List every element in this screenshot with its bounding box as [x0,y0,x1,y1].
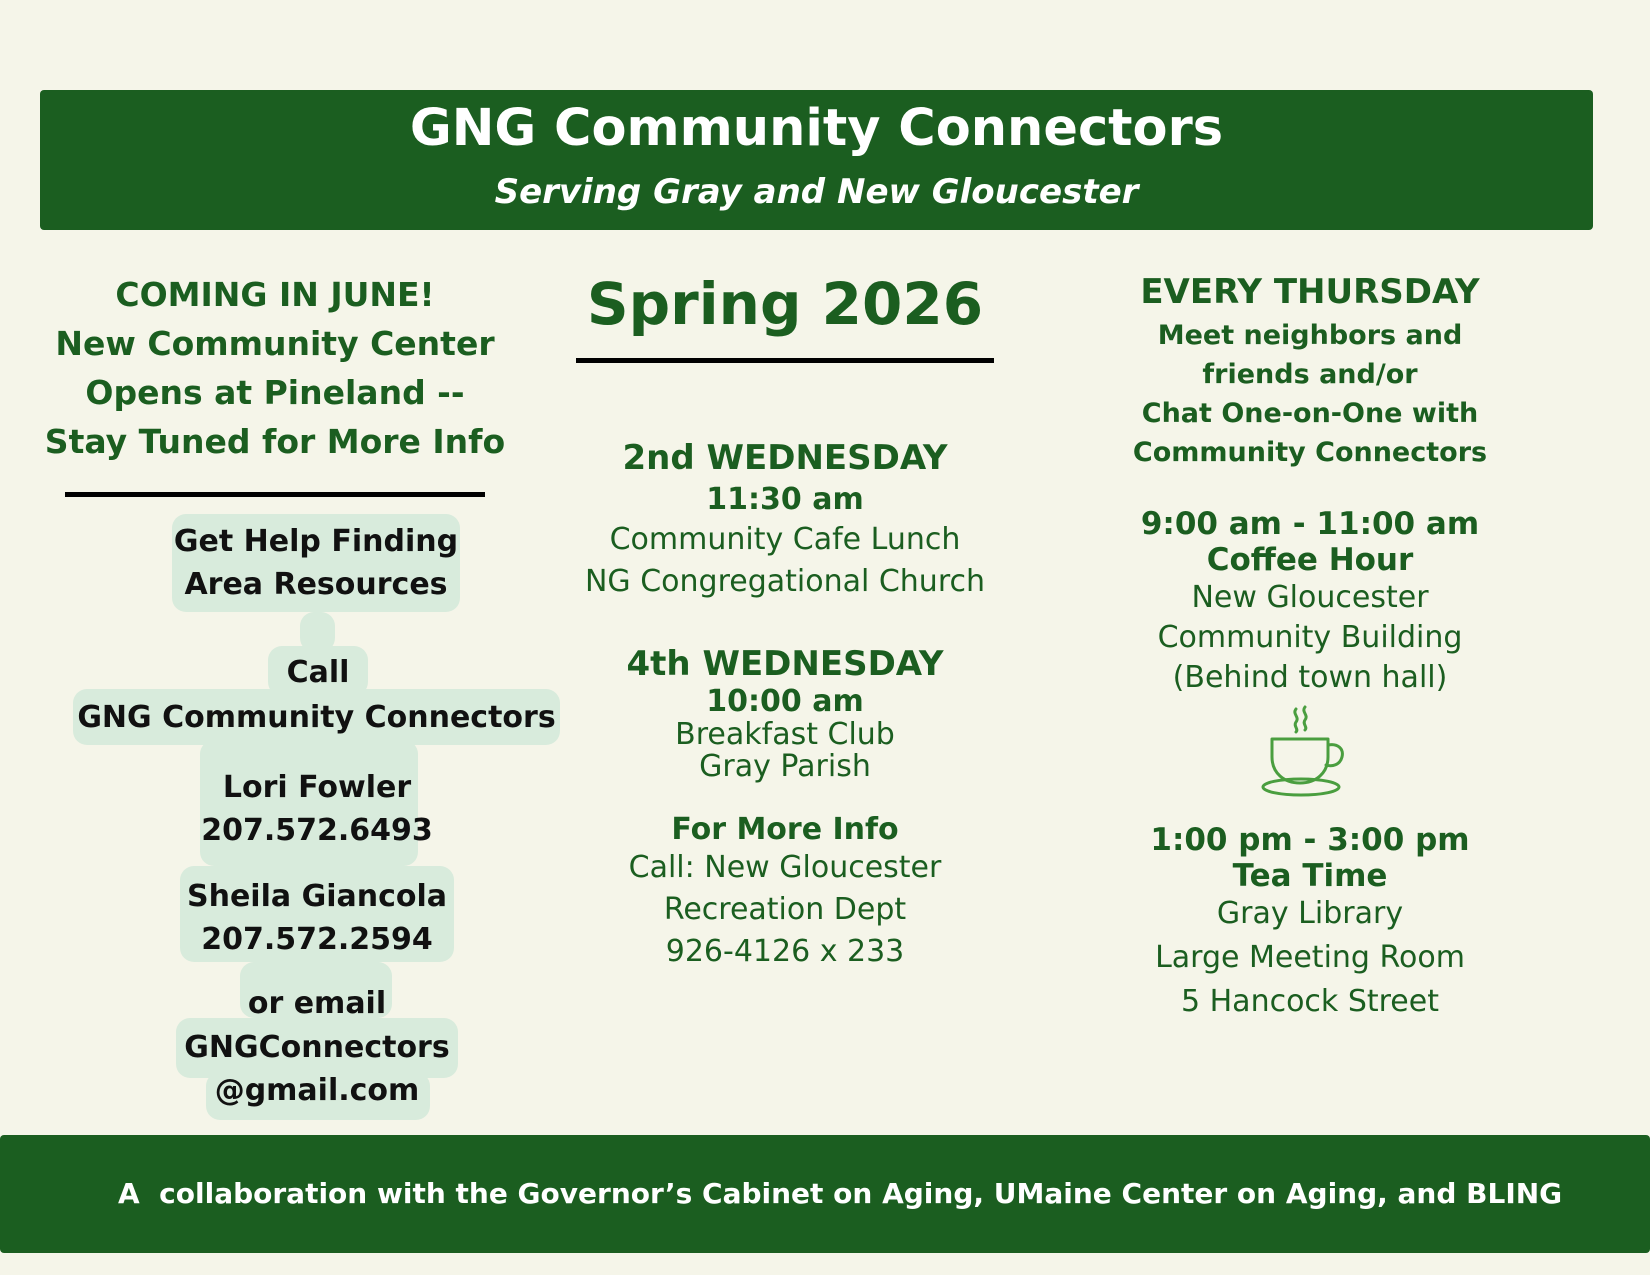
season-underline [576,358,994,363]
session-line: New Gloucester [1191,580,1429,615]
left-divider [65,492,485,497]
session-block [1100,506,1520,698]
event-line: Breakfast Club [675,717,895,752]
more-info-head: For More Info [671,812,899,847]
session-line: 5 Hancock Street [1181,984,1439,1019]
event-line: Gray Parish [699,749,871,784]
thursday-intro [1100,272,1520,472]
email-user: GNGConnectors [184,1030,450,1065]
more-info-line: Call: New Gloucester [628,850,942,885]
announcement-block [30,270,520,466]
coffee-cup-icon [1260,705,1350,799]
event-day: 2nd WEDNESDAY [622,438,948,478]
session-block [1100,822,1520,1022]
session-time: 9:00 am - 11:00 am [1140,506,1480,542]
event-time: 11:30 am [706,482,864,517]
event-day: 4th WEDNESDAY [626,644,944,684]
announce-line: Stay Tuned for More Info [44,422,506,461]
contact-phone: 207.572.2594 [201,922,433,957]
event-block [560,438,1010,603]
event-time: 10:00 am [706,684,864,719]
email-label: or email [247,986,387,1021]
session-time: 1:00 pm - 3:00 pm [1150,822,1470,858]
footer-text: A collaboration with the Governor’s Cabinet on Aging, UMaine Center on Aging, and BLING [118,1177,1563,1210]
announce-line: Opens at Pineland -- [85,373,465,412]
announce-line: COMING IN JUNE! [115,275,435,314]
more-info-line: 926-4126 x 233 [665,934,905,969]
season-title: Spring 2026 [586,270,984,338]
contact-phone: 207.572.6493 [201,813,433,848]
session-line: Community Building [1157,620,1463,655]
session-line: (Behind town hall) [1172,660,1448,695]
event-line: NG Congregational Church [584,564,986,599]
email-domain: @gmail.com [214,1073,420,1108]
more-info-block [560,812,1010,973]
event-block [560,644,1010,783]
thursday-sub-line: Meet neighbors and [1157,320,1463,351]
session-name: Tea Time [1232,858,1388,894]
contact-name: Sheila Giancola [187,879,447,914]
announce-line: New Community Center [55,324,495,363]
event-line: Community Cafe Lunch [609,522,961,557]
contact-name: Lori Fowler [222,770,412,805]
session-name: Coffee Hour [1206,542,1414,578]
more-info-line: Recreation Dept [663,892,907,927]
footer-banner [0,1135,1650,1253]
help-line: Get Help Finding [173,524,459,559]
header-banner [40,90,1593,230]
page-title: GNG Community Connectors [409,99,1224,158]
thursday-heading: EVERY THURSDAY [1140,272,1480,312]
call-label: Call [286,655,350,690]
help-line: Area Resources [184,567,448,602]
page-subtitle: Serving Gray and New Gloucester [494,172,1139,212]
session-line: Gray Library [1216,896,1404,931]
call-org: GNG Community Connectors [77,700,556,735]
session-line: Large Meeting Room [1155,940,1465,975]
thursday-sub-line: Chat One-on-One with [1141,398,1479,429]
thursday-sub-line: Community Connectors [1132,437,1488,468]
thursday-sub-line: friends and/or [1202,359,1418,390]
